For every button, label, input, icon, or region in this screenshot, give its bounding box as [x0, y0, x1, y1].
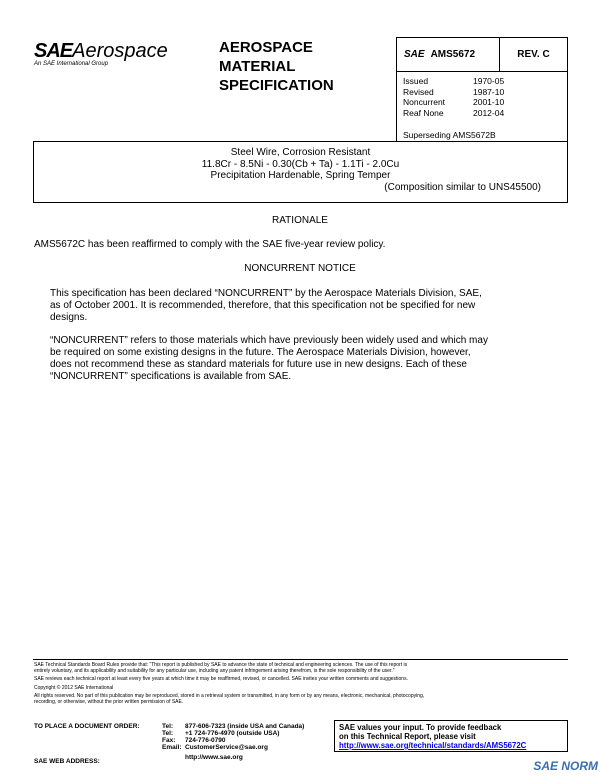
feedback-box: [334, 720, 568, 752]
logo-tagline: An SAE International Group: [34, 61, 109, 67]
doc-number: AMS5672: [430, 49, 476, 60]
feedback-line1: SAE values your input. To provide feedback: [339, 723, 502, 732]
sae-web-link[interactable]: http://www.sae.org: [185, 754, 243, 761]
revision-box: [499, 37, 568, 72]
document-type: [219, 38, 334, 95]
sae-aerospace-logo: [34, 40, 189, 67]
doc-type-line1: AEROSPACE: [219, 39, 313, 56]
footer-rule: [33, 659, 568, 660]
doc-type-line3: SPECIFICATION: [219, 77, 334, 94]
dates-box: [396, 71, 568, 142]
footer-fine-print: SAE Technical Standards Board Rules provide that: “This report is published by SAE to advance the state of technical and engineering sciences. The use of this report is entirely voluntary, and its applicability and suitability for any particular use, including any patent infringement arising therefrom, is the sole responsibility of the user.” SAE reviews each technical report at least every five years at which time it may be reaffirmed, revised, or cancelled. SAE invites your written comments and suggestions. Copyright © 2012 SAE International All rights reserved. No part of this publication may be reproduced, stored in a retrieval system or transmitted, in any form or by any means, electronic, mechanical, photocopying, recording, or otherwise, without the prior written permission of SAE.: [34, 662, 425, 706]
revision: REV. C: [517, 49, 550, 60]
feedback-line2: on this Technical Report, please visit: [339, 732, 476, 741]
notice-paragraph-1: This specification has been declared “NONCURRENT” by the Aerospace Materials Division, SAE, as of October 2001. It is recommended, therefore, that this specification not be specified for new designs.: [50, 288, 482, 323]
rationale-heading: RATIONALE: [272, 215, 328, 226]
title-box: [33, 141, 568, 203]
sae-norm-watermark: SAE NORM: [533, 759, 598, 773]
feedback-link[interactable]: http://www.sae.org/technical/standards/AMS5672C: [339, 741, 527, 750]
notice-heading: NONCURRENT NOTICE: [244, 263, 356, 274]
web-label: SAE WEB ADDRESS:: [34, 758, 100, 765]
date-row: Revised 1987-10: [403, 86, 505, 97]
superseding: Superseding AMS5672B: [403, 130, 496, 140]
title-line4: (Composition similar to UNS45500): [384, 181, 541, 193]
title-line3: Precipitation Hardenable, Spring Temper: [210, 170, 391, 181]
logo-sae: SAE: [34, 40, 73, 62]
title-line2: 11.8Cr - 8.5Ni - 0.30(Cb + Ta) - 1.1Ti - 2.0Cu: [201, 158, 400, 170]
order-contacts: Tel: 877-606-7323 (inside USA and Canada) Tel: +1 724-776-4970 (outside USA) Fax: 724-776-0790 Email: CustomerService@sae.org http://www.sae.org: [162, 723, 305, 761]
title-line1: Steel Wire, Corrosion Resistant: [230, 147, 371, 158]
rationale-text: AMS5672C has been reaffirmed to comply with the SAE five-year review policy.: [34, 239, 386, 250]
logo-aerospace: Aerospace: [72, 40, 168, 62]
date-row: Reaf None 2012-04: [403, 107, 505, 118]
order-label: TO PLACE A DOCUMENT ORDER:: [34, 723, 140, 730]
date-row: Issued 1970-05: [403, 76, 505, 86]
date-row: Noncurrent 2001-10: [403, 97, 505, 107]
doc-type-line2: MATERIAL: [219, 58, 296, 75]
doc-number-box: [396, 37, 500, 72]
notice-paragraph-2: “NONCURRENT” refers to those materials which have previously been widely used and which may be required on some existing designs in the future. The Aerospace Materials Division, however, does not recommend these as standard materials for future use in new designs. Each of these “NONCURRENT” specifications is available from SAE.: [50, 335, 488, 382]
sae-mark: SAE: [404, 49, 425, 60]
